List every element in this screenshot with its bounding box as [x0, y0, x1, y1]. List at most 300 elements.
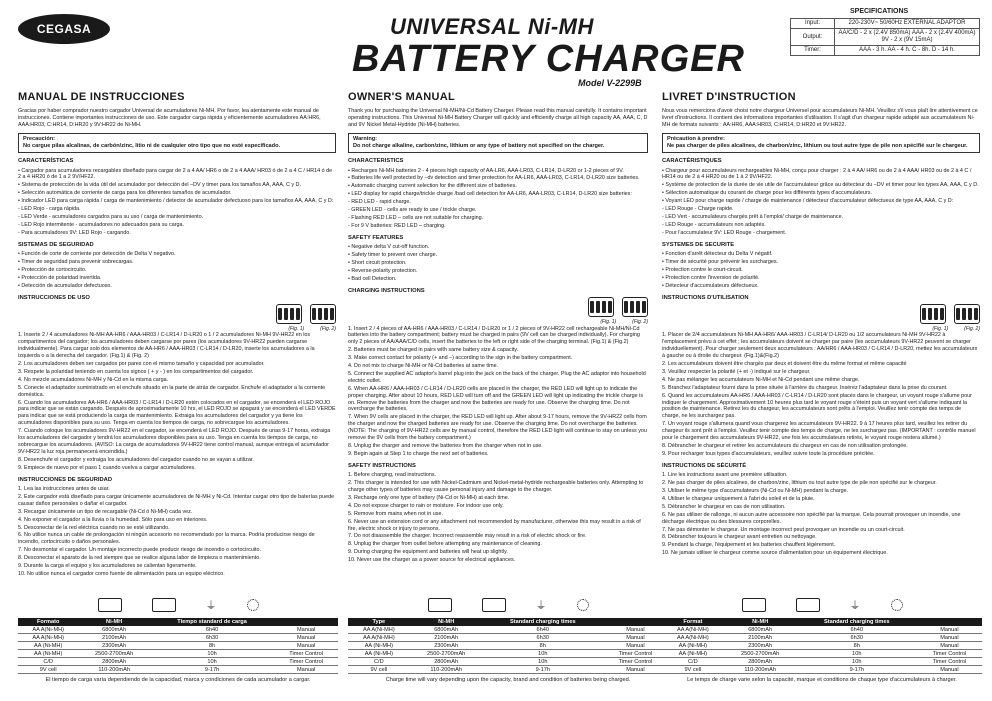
warning-title: Precaución: — [23, 135, 56, 142]
instruction-line: • Protection contre le court-circuit. — [662, 266, 743, 273]
instruction-line: 7. When 9V cells are placed in the charger, the RED LED will light up. After about 9-17 hours, remove the 9V-HR22 cells from the charger and now the charged batteries are ready for use. Observe the charging time. Do not overcharge the batteries. (NOTE: The charging of 9V-HR22 cells are by manual control, therefore the RED LED light will continue to stay on unless you remove the 9V cells from the battery compartment.) — [348, 414, 647, 442]
figure-label: (Fig. 2) — [964, 326, 980, 333]
instruction-line: • Recharges Ni-MH batteries 2 - 4 pieces high capacity of AA-LR6, AAA-LR03, C-LR14, D-LR20 or 1-2 pieces of 9V. — [348, 167, 624, 174]
battery-cell-icon — [278, 308, 282, 320]
plug-icon: ⏚ — [205, 600, 217, 612]
table-cell: Timer Control — [603, 650, 668, 658]
specs-value: AAA - 3 h. AA - 4 h. C - 8h. D - 14 h. — [835, 45, 980, 55]
table-header-row — [18, 618, 338, 626]
subsection-heading: SYSTEMES DE SECURITE — [662, 241, 735, 248]
instruction-line: 8. Desconectar el aparato de la red siempre que se realice alguna labor de limpieza o mantenimiento. — [18, 555, 261, 562]
instruction-line: 5. Branchez l'adaptateur fourni dans la prise située à l'arrière du chargeur. Insérez l'adaptateur dans la prise du courant. — [662, 384, 948, 391]
table-cell: Manual — [603, 642, 668, 650]
table-cell: 110-200mAh — [410, 666, 483, 674]
instruction-line: 7. Do not disassemble the charger. Incorrect reassemble may result in a risk of electric shock or fire. — [348, 533, 587, 540]
instruction-line: 6. When AA-HR6 / AAA-HR03 / C-LR14 / D-LR20 cells are placed in the charger, the RED LED will light up to indicate the proper charging. After about 10 hours, RED LED will turn off and the GREEN LED will light up indicating the trickle charge is on. Remove the batteries from the charger and now the batteries are ready for use. Observe the charging time. Do not overcharge the batteries. — [348, 385, 644, 413]
table-row — [18, 634, 338, 642]
table-cell: Manual — [917, 634, 982, 642]
battery-icon — [276, 304, 302, 324]
instruction-line: 9. Begin again at Step 1 to charge the next set of batteries. — [348, 450, 489, 457]
battery-cell-icon — [636, 301, 640, 313]
table-row — [348, 666, 668, 674]
instruction-line: 7. Un voyant rouge s'allumera quand vous chargerez les accumulateurs 9V-HR22. 9 à 17 heures plus tard, veuillez les retirer du chargeur ils sont prêt à l'emploi. Veuillez tenir compte des temps de charge, ne les surchargez pas. (IMPORTANT : contrôle manuel pour le chargement des accumulateurs 9V-HR22, une fois les accumulateurs retirés, le voyant rouge restera allumé.) — [662, 421, 976, 442]
instruction-line: 4. Utiliser le chargeur uniquement à l'abri du soleil et de la pluie. — [662, 495, 815, 502]
battery-icon — [98, 598, 122, 612]
table-cell: 6h40 — [797, 626, 917, 634]
instruction-line: 3. Make correct contact for polarity (+ and –) according to the sign in the battery compartment. — [348, 355, 573, 362]
column-en — [348, 90, 648, 565]
table-header: Format — [662, 618, 724, 626]
charge-table-fr — [662, 592, 982, 683]
table-cell: 8h — [483, 642, 603, 650]
instruction-line: - For 9 V batteries: RED LED – charging. — [348, 222, 446, 229]
battery-cell-icon — [318, 308, 322, 320]
battery-cell-icon — [642, 301, 646, 313]
table-header — [917, 618, 982, 626]
table-icons — [348, 592, 668, 618]
instruction-line: 6. Ne pas utiliser de rallonge, ni aucun autre accessoire non spécifié par la marque. Cela pourrait provoquer un incendie, une décharge électrique ou des blessures corporelles. — [662, 511, 961, 525]
table-cell: 10h — [797, 650, 917, 658]
table-cell: Timer Control — [917, 658, 982, 666]
battery-cell-icon — [290, 308, 294, 320]
subsection-heading: INSTRUCTIONS DE SÉCURITÉ — [662, 462, 747, 469]
table-cell: 2300mAh — [724, 642, 797, 650]
intro-text: Gracias por haber comprador nuestro cargador Universal de acumuladores Ni-MH. Por favor, lea atentamente este manual de instrucciones. Contiene importantes instrucciones de uso. Este cargador carga rápida y eficientemente acumuladores AA:HR6, AAA:HR03, C:HR14, D:HR20 y 9V:HR22 de Ni-MH. — [18, 108, 321, 128]
table-row — [18, 642, 338, 650]
intro-text: Nous vous remercions d'avoir choisi notre chargeur Universel pour accumulateurs Ni-MH. Veuillez s'il vous plaît lire attentivement ce livret d'instructions. Il contient des informations importantes d'utilisation. Il s'agit d'un chargeur rapide adapté aux accumulateurs Ni-MH de formats suivants : AA:HR6, AAA:HR03, C:HR14, D:HR20 et 9V:HR22. — [662, 108, 978, 128]
table-cell: 110-200mAh — [724, 666, 797, 674]
instruction-line: • Indicador LED para carga rápida / carga de mantenimiento / detector de acumulador defectuoso para los tamaños AA, AAA, C y D: — [18, 198, 334, 205]
table-cell: 6800mAh — [78, 626, 149, 634]
table-cell: 10h — [150, 650, 274, 658]
table-cell: 2300mAh — [78, 642, 149, 650]
clock-icon — [577, 599, 589, 611]
instruction-line: • Protection contre l'inversion de polarité. — [662, 274, 760, 281]
table-note: El tiempo de carga varía dependiendo de la capacidad, marca y condiciones de cada acumulador a cargar. — [45, 677, 311, 683]
instruction-line: - LED Rouge - Charge rapide. — [662, 206, 734, 213]
battery-cell-icon — [940, 308, 944, 320]
specs-title: SPECIFICATIONS — [850, 8, 909, 15]
table-header: Type — [348, 618, 410, 626]
table-header: Tiempo standard de carga — [150, 618, 274, 626]
instruction-line: • Reverse-polarity protection. — [348, 267, 418, 274]
instruction-line: 9. Empiece de nuevo por el paso 1 cuando vuelva a cargar acumuladores. — [18, 464, 196, 471]
battery-cell-icon — [324, 308, 328, 320]
table-row — [662, 666, 982, 674]
instruction-line: 5. Remove from mains when not in use. — [348, 510, 443, 517]
table-cell: 6h40 — [150, 626, 274, 634]
table-cell: Manual — [603, 666, 668, 674]
table-cell: Manual — [274, 642, 338, 650]
instruction-line: • Voyant LED pour charge rapide / charge de maintenance / détecteur d'accumulateur défectueux de type AA, AAA, C y D: — [662, 198, 954, 205]
table-cell: AA A(Ni-MH) — [662, 634, 724, 642]
table-cell: Manual — [274, 634, 338, 642]
battery-cell-icon — [928, 308, 932, 320]
table-header: Ni-MH — [724, 618, 797, 626]
table-cell: Manual — [274, 626, 338, 634]
instruction-line: • Negative delta V cut-off function. — [348, 244, 430, 251]
instruction-line: 10. No utilice nunca el cargador como fuente de alimentación para un equipo eléctrico. — [18, 571, 225, 577]
subsection-heading: CHARGING INSTRUCTIONS — [348, 287, 425, 294]
instruction-line: • LED display for rapid charge/trickle charge /bad cell detection for AA-LR6, AAA-LR03, C-LR14, D-LR20 size batteries: — [348, 191, 632, 198]
instruction-line: • Bad cell Detection. — [348, 275, 397, 282]
brand-name: CEGASA — [36, 22, 92, 36]
battery-icon — [796, 598, 820, 612]
subsection-heading: CHARACTERISTICS — [348, 158, 404, 165]
table-cell: 2500-2700mAh — [724, 650, 797, 658]
battery-icon — [588, 297, 614, 317]
battery-cell-icon — [590, 301, 594, 313]
table-cell: 6h30 — [150, 634, 274, 642]
battery-cell-icon — [934, 308, 938, 320]
instruction-line: 6. Quand les accumulateurs AA-HR6 / AAA-HR03 / C-LR14 / D-LR20 sont placés dans le chargeur, un voyant rouge s'allume pour indiquer le chargement. Approximativement 10 heures plus tard le voyant rouge s'éteint puis un voyant vert s'allume indiquant la position de maintenance. Retirez les du chargeur, les accumulateurs sont prêts à l'emploi. Veuillez tenir compte des temps de charge, ne les surchargez pas. — [662, 392, 972, 420]
column-es — [18, 90, 336, 579]
battery-icon — [428, 598, 452, 612]
intro-text: Thank you for purchasing the Universal Ni-MH/Ni-Cd Battery Charger. Please read this manual carefully. It contains important operating instructions. This Universal Ni-MH Battery Charger will quickly and efficiently charge all high capacity AA, AAA, C, D and 9V Nickel Metal-Hydride (Ni-MH) batteries. — [348, 108, 648, 128]
instruction-line: 5. Débrancher le chargeur en cas de non utilisation. — [662, 503, 786, 510]
instruction-line: 1. Lire les instructions avant une première utilisation. — [662, 472, 788, 479]
instruction-line: • Timer de sécurité pour prévenir les surcharges. — [662, 258, 779, 265]
battery-icon — [152, 598, 176, 612]
table-cell: 6800mAh — [410, 626, 483, 634]
charge-table — [348, 618, 668, 674]
table-header: Ni-MH — [410, 618, 483, 626]
warning-title: Warning: — [353, 135, 378, 142]
battery-icon — [310, 304, 336, 324]
warning-text: Ne pas charger de piles alcalines, de charbon/zinc, lithium ou tout autre type de pile non spécifié sur le chargeur. — [667, 142, 968, 149]
table-cell: 2100mAh — [410, 634, 483, 642]
instruction-line: • Short circuit protection. — [348, 259, 407, 266]
table-cell: AA (Ni-MH) — [18, 642, 78, 650]
charge-table-en — [348, 592, 668, 683]
battery-cell-icon — [624, 301, 628, 313]
specs-row — [791, 45, 980, 55]
plug-icon: ⏚ — [849, 600, 861, 612]
instruction-line: 7. Ne pas démonter le chargeur. Un montage incorrect peut provoquer un incendie ou un court-circuit. — [662, 526, 905, 533]
instruction-line: 5. Desconectar de la red eléctrica cuando no se esté utilizando. — [18, 524, 170, 531]
table-cell: Manual — [917, 666, 982, 674]
table-header — [603, 618, 668, 626]
instruction-line: 9. Pour recharger tous types d'accumulateurs, veuillez suivre toute la procédure précitée. — [662, 450, 875, 457]
table-cell: Timer Control — [917, 650, 982, 658]
subsection-heading: INSTRUCCIONES DE USO — [18, 294, 90, 301]
table-icons — [662, 592, 982, 618]
table-header: Ni-MH — [78, 618, 149, 626]
table-header-row — [662, 618, 982, 626]
battery-cell-icon — [968, 308, 972, 320]
table-cell: 9V cell — [662, 666, 724, 674]
table-cell: 10h — [483, 658, 603, 666]
charge-table — [662, 618, 982, 674]
table-row — [18, 650, 338, 658]
instruction-line: • Fonction d'arrêt détecteur du Delta V négatif. — [662, 251, 773, 258]
battery-cell-icon — [922, 308, 926, 320]
table-row — [348, 642, 668, 650]
table-cell: 10h — [150, 658, 274, 666]
instruction-line: 6. Cuando los acumuladores AA-HR6 / AAA-HR03 / C-LR14 / D-LR20 estén colocados en el cargador, se encenderá el LED ROJO para indicar que se están cargando. Después de aproximadamente 10 hrs, el LED ROJO se apagará y se encenderá el LED VERDE para indicar que se está produciendo la carga de mantenimiento. Extraiga los acumuladores del cargador y ya tiene los acumuladores disponibles para su uso. Tenga en cuenta los tiempos de carga, no sobrecargue los acumuladores. — [18, 399, 336, 427]
table-cell: AA A(Ni-MH) — [348, 634, 410, 642]
instruction-line: - LED Verde - acumuladores cargados para su uso / carga de mantenimiento. — [18, 213, 204, 220]
instruction-line: 1. Insert 2 / 4 pieces of AA-HR6 / AAA-HR03 / C-LR14 / D-LR20 or 1 / 2 pieces of 9V-HR22 cell rechargeable Ni-MH/Ni-Cd batteries into the battery compartment; battery must be charged in pairs (9V cell can be charged individually). For charging only 2 pieces of AA/AAA/C/D cells, insert the batteries to the left or right side of the charging terminal. (Fig.1) & (Fig.2) — [348, 325, 640, 346]
table-cell: Timer Control — [603, 658, 668, 666]
warning-text: No cargue pilas alcalinas, de carbón/zinc, litio ni de cualquier otro tipo que no esté especificado. — [23, 142, 281, 149]
table-row — [348, 634, 668, 642]
instruction-line: 8. Débrancher le chargeur et retirer les accumulateurs du chargeur en cas de non utilisation prolongée. — [662, 443, 908, 449]
table-row — [18, 658, 338, 666]
instruction-line: • Selección automática de corriente de carga para los diferentes tamaños de acumulador. — [18, 190, 232, 197]
table-cell: 9V cell — [18, 666, 78, 674]
table-cell: 6h30 — [483, 634, 603, 642]
table-cell: AA (Ni-MH) — [18, 650, 78, 658]
battery-icon — [742, 598, 766, 612]
subsection-heading: INSTRUCCIONES DE SEGURIDAD — [18, 476, 113, 483]
instruction-line: 3. Veuillez respecter la polarité (+ et -) indiqué sur le chargeur. — [662, 368, 811, 375]
instruction-line: - LED Rouge - accumulateurs non adaptés. — [662, 221, 766, 228]
table-row — [662, 658, 982, 666]
table-row — [662, 626, 982, 634]
table-cell: Manual — [274, 666, 338, 674]
table-cell: 2800mAh — [410, 658, 483, 666]
instruction-line: 6. No utilice nunca un cable de prolongación ni ningún accesorio no recomendado por la marca. Podría producirse riesgo de incendio, cortocircuito o daños personales. — [18, 532, 315, 546]
instruction-line: • Timer de seguridad para prevenir sobrecargas. — [18, 258, 134, 265]
figure-icons — [18, 304, 336, 324]
model-number: Model V-2299B — [578, 78, 642, 88]
instruction-line: 4. Do not mix to charge Ni-MH or Ni-Cd batteries at same time. — [348, 363, 499, 370]
clock-icon — [891, 599, 903, 611]
specs-table — [790, 18, 980, 56]
subsection-heading: CARACTERÍSTICAS — [18, 158, 74, 165]
table-cell: AA (Ni-MH) — [348, 650, 410, 658]
table-row — [18, 666, 338, 674]
table-cell: 2800mAh — [724, 658, 797, 666]
title-line1: UNIVERSAL Ni-MH — [390, 14, 594, 39]
specs-row — [791, 19, 980, 29]
table-cell: 8h — [797, 642, 917, 650]
instruction-line: 10. Ne jamais utiliser le chargeur comme source d'alimentation pour un équipement électrique. — [662, 550, 888, 557]
battery-icon — [954, 304, 980, 324]
table-cell: AA A(Ni-MH) — [348, 626, 410, 634]
specs-value: 220-230V~ 50/60Hz EXTERNAL ADAPTOR — [835, 19, 980, 29]
instruction-line: 7. Cuando coloque los acumuladores 9V-HR22 en el cargador, se encenderá el LED ROJO. Después de unas 9-17 horas, extraiga los acumuladores del cargador y tendrá los acumuladores disponibles para su uso. Tenga en cuenta los tiempos de carga, no sobrecargue los acumuladores. (AVISO: La carga de acumuladores 9V-HR22 tiene control manual, aunque entrega el acumulador 9V-HR22 la luz roja permanecerá encendida.) — [18, 428, 331, 455]
table-cell: 110-200mAh — [78, 666, 149, 674]
instruction-line: • Automatic charging current selection for the different size of batteries. — [348, 183, 517, 190]
table-cell: Manual — [603, 634, 668, 642]
table-cell: 8h — [150, 642, 274, 650]
battery-cell-icon — [974, 308, 978, 320]
instruction-line: 8. Débrancher toujours le chargeur avant entretien ou nettoyage. — [662, 534, 817, 541]
charge-table — [18, 618, 338, 674]
table-cell: 10h — [483, 650, 603, 658]
instruction-line: - Para acumuladores 9V: LED Rojo - cargando. — [18, 229, 131, 236]
table-row — [348, 658, 668, 666]
battery-cell-icon — [608, 301, 612, 313]
table-header: Standard charging times — [483, 618, 603, 626]
instruction-line: • Cargador para acumuladores recargables diseñado para cargar de 2 a 4 AA/ HR6 o de 2 a 4 AAA/ HR03 ó de 2 a 4 C / HR14 ó de 2 a 4 HR20 ó de 1 a 2 9V/HF22. — [18, 167, 333, 181]
table-cell: 2800mAh — [78, 658, 149, 666]
battery-cell-icon — [956, 308, 960, 320]
table-row — [18, 626, 338, 634]
subsection-heading: SAFETY FEATURES — [348, 234, 404, 241]
table-cell: AA (Ni-MH) — [662, 642, 724, 650]
instruction-line: 10. Never use the charger as a power source for electrical appliances. — [348, 557, 516, 564]
instruction-line: 4. No exponer el cargador a la lluvia o la humedad. Sólo para uso en interiores. — [18, 516, 208, 523]
instruction-line: 3. Recargar únicamente un tipo de recargable (Ni-Cd ó Ni-MH) cada vez. — [18, 508, 193, 515]
table-row — [662, 650, 982, 658]
battery-cell-icon — [630, 301, 634, 313]
table-cell: Manual — [603, 626, 668, 634]
battery-cell-icon — [596, 301, 600, 313]
instruction-line: 8. Desenchufe el cargador y extraiga los acumuladores del cargador cuando no se vayan a utilizar. — [18, 456, 254, 463]
subsection-heading: SAFETY INSTRUCTIONS — [348, 462, 416, 469]
table-cell: 9-17h — [150, 666, 274, 674]
section-heading: MANUAL DE INSTRUCCIONES — [18, 91, 185, 103]
table-cell: 10h — [797, 658, 917, 666]
instruction-line: 2. Los acumuladores deben ser cargados por pares con el mismo tamaño y capacidad por acumulador. — [18, 361, 265, 368]
table-cell: 6h30 — [797, 634, 917, 642]
instruction-line: • Batteries life well protected by –dv detection and timer protection for AA-LR6, AAA-LR03, C-LR14, D-LR20 size batteries. — [348, 175, 640, 182]
column-fr — [662, 90, 980, 558]
battery-icon — [482, 598, 506, 612]
instruction-line: 9. Pendant la charge, l'équipement et les batteries chauffent légèrement. — [662, 542, 836, 549]
battery-icon — [920, 304, 946, 324]
instruction-line: - Flashing RED LED – cells are not suitable for charging. — [348, 214, 484, 221]
figure-label: (Fig. 2) — [632, 319, 648, 326]
clock-icon — [247, 599, 259, 611]
table-cell: 2100mAh — [78, 634, 149, 642]
specs-key: Input: — [791, 19, 835, 29]
table-cell: 2500-2700mAh — [410, 650, 483, 658]
instruction-line: 2. Les accumulateurs doivent être chargés par deux et doivent être du même format et même capacité — [662, 361, 907, 368]
table-cell: Manual — [917, 642, 982, 650]
instruction-line: 5. Conecte el adaptador suministrado en el enchufe situado en la parte de atrás de cargador. Enchufe el adaptador a la corriente doméstica. — [18, 384, 326, 398]
table-cell: Timer Control — [274, 650, 338, 658]
instruction-line: 5. Connect the supplied AC adaptor's barrel plug into the jack on the back of the charger. Plug the AC adaptor into household electric outlet. — [348, 370, 646, 384]
instruction-line: • Chargeur pour accumulateurs rechargeables Ni-MH, conçu pour charger : 2 à 4 AA/ HR6 ou de 2 à 4 AAA/ HR03 ou de 2 à 4 C / HR14 ou de 2 à 4 HR20 ou de 1 à 2 9V/HF22. — [662, 167, 972, 181]
instruction-line: 2. This charger is intended for use with Nickel-Cadmium and Nickel-metal-hydride rechargeable batteries only. Attempting to charge other types of batteries may cause personal injury and damage to the charger. — [348, 480, 644, 494]
instruction-line: • Sistema de protección de la vida útil del acumulador por detección del –DV y timer para los tamaños AA, AAA, C y D. — [18, 182, 301, 189]
charge-table-es — [18, 592, 338, 683]
table-cell: AA A(Ni-MH) — [18, 634, 78, 642]
figure-label: (Fig. 2) — [320, 326, 336, 333]
table-header: Formato — [18, 618, 78, 626]
instruction-line: 3. Respete la polaridad teniendo en cuenta los signos ( + y - ) en los compartimentos del cargador. — [18, 368, 254, 375]
table-header-row — [348, 618, 668, 626]
instruction-line: • Sélection automatique du courant de charge pour les différents types d'accumulateurs. — [662, 190, 872, 197]
battery-cell-icon — [284, 308, 288, 320]
table-cell: 9-17h — [797, 666, 917, 674]
table-cell: Manual — [917, 626, 982, 634]
table-cell: 6800mAh — [724, 626, 797, 634]
instruction-line: 3. Recharge only one type of battery (Ni-Cd or Ni-MH) at each time. — [348, 494, 510, 501]
table-row — [662, 634, 982, 642]
battery-cell-icon — [330, 308, 334, 320]
table-header: Standard charging times — [797, 618, 917, 626]
instruction-line: 3. Utiliser le même type d'accumulateurs (Ni-Cd ou Ni-MH) pendant la charge. — [662, 488, 849, 495]
section-heading: OWNER'S MANUAL — [348, 91, 456, 103]
instruction-line: 1. Inserte 2 / 4 acumuladores Ni-MH AA-HR6 / AAA-HR03 / C-LR14 / D-LR20 o 1 / 2 acumuladores Ni-MH 9V-HR22 en los compartimentos del cargador; los acumuladores deben cargarse por pares (los acumuladores 9V-HR22 pueden cargarse individualmente). Para cargar solo dos elementos de AA-HR6 / AAA-HR03 / C-LR14 / D-LR20, inserte los acumuladores a la izquierda o a la derecha del cargador. (Fig.1) & (Fig. 2) — [18, 332, 315, 360]
plug-icon: ⏚ — [535, 600, 547, 612]
instruction-line: 9. During charging the equipment and batteries will heat up slightly. — [348, 549, 508, 556]
table-cell: AA A(Ni-MH) — [662, 626, 724, 634]
battery-cell-icon — [296, 308, 300, 320]
instruction-line: - LED Rojo - carga rápida. — [18, 206, 81, 213]
table-header — [274, 618, 338, 626]
brand-logo — [18, 14, 110, 44]
figure-label: (Fig. 1) — [932, 326, 949, 333]
figure-icons — [348, 297, 648, 317]
instruction-line: 2. Ne pas charger de piles alcalines, de charbon/zinc, lithium ou tout autre type de pile non spécifié sur le chargeur. — [662, 480, 937, 487]
table-cell: 9-17h — [483, 666, 603, 674]
instruction-line: • Función de corte de corriente por detección de Delta V negativo. — [18, 251, 176, 258]
table-cell: AA A(Ni-MH) — [18, 626, 78, 634]
table-icons — [18, 592, 338, 618]
title-line2: BATTERY CHARGER — [352, 38, 745, 80]
instruction-line: 9. Durante la carga el equipo y los acumuladores se calientan ligeramente. — [18, 563, 197, 570]
table-cell: C/D — [662, 658, 724, 666]
instruction-line: • Système de protection de la durée de vie utile de l'accumulateur grâce au détecteur du –DV et timer pour les types AA, AAA, C y D. — [662, 182, 979, 189]
instruction-line: 6. Never use an extension cord or any attachment not recommended by manufacturer, otherwise this may result in a risk of fire, electric shock or injury to persons. — [348, 518, 641, 532]
battery-icon — [622, 297, 648, 317]
specs-value: AA/C/D - 2 x (2.4V 850mA) AAA - 2 x (2.4V 400mA) 9V - 2 x (9V 15mA) — [835, 28, 980, 45]
instruction-line: 4. Ne pas mélanger les accumulateurs Ni-MH et Ni-Cd pendant une même charge. — [662, 376, 860, 383]
instruction-line: 1. Lea las instrucciones antes de usar. — [18, 486, 110, 493]
table-cell: Timer Control — [274, 658, 338, 666]
battery-cell-icon — [962, 308, 966, 320]
table-cell: C/D — [348, 658, 410, 666]
instruction-line: • Détecteur d'accumulateurs défectueux. — [662, 282, 759, 289]
instruction-line: - GREEN LED - cells are ready to use / trickle charge. — [348, 207, 477, 214]
instruction-line: 1. Before charging, read instructions. — [348, 472, 437, 479]
battery-cell-icon — [602, 301, 606, 313]
instruction-line: 4. No mezcle acumuladores Ni-MH y Ni-Cd en la misma carga. — [18, 376, 169, 383]
instruction-line: 8. Unplug the charger and remove the batteries from the charger when not in use. — [348, 443, 543, 449]
instruction-line: 2. Batteries must be charged in pairs with same battery size & capacity. — [348, 347, 519, 354]
table-row — [348, 650, 668, 658]
battery-cell-icon — [312, 308, 316, 320]
specs-row — [791, 28, 980, 45]
warning-box — [348, 133, 648, 153]
figure-label: (Fig. 1) — [288, 326, 305, 333]
table-cell: 9V cell — [348, 666, 410, 674]
specs-key: Output: — [791, 28, 835, 45]
table-cell: AA (Ni-MH) — [348, 642, 410, 650]
table-note: Charge time will vary depending upon the capacity, brand and condition of batteries being charged. — [385, 677, 631, 683]
table-cell: 6h40 — [483, 626, 603, 634]
instruction-line: 1. Placer de 2/4 accumulateurs Ni-MH AA-HR6/ AAA-HR03 / C-LR14/ D-LR20 ou 1/2 accumulateurs Ni-MH 9V-HR22 à l'emplacement prévu à cet effet ; les accumulateurs doivent se charger par paire (les accumulateurs 9V-HR22 peuvent se charger individuellement). Pour charger seulement deux accumulateurs : AA/HR6 / AAA-HR03 / C-LR14 / D-LR20, mettez les accumulateurs à gauche ou à droite du chargeur. (Fig.1)&(Fig.2) — [662, 332, 978, 360]
warning-box — [662, 133, 980, 153]
table-note: Le temps de charge varie selon la capacité, marque et conditions de chaque type d'accumulateurs à charger. — [687, 677, 957, 683]
instruction-line: 7. No desmontar el cargador. Un montaje incorrecto puede producir riesgo de incendio o cortocircuito. — [18, 547, 262, 554]
table-cell: 2500-2700mAh — [78, 650, 149, 658]
table-row — [348, 626, 668, 634]
table-cell: AA (Ni-MH) — [662, 650, 724, 658]
instruction-line: 4. Do not expose charger to rain or moisture. For indoor use only. — [348, 502, 504, 509]
instruction-line: • Protección de polaridad invertida. — [18, 274, 102, 281]
instruction-line: - LED Vert - accumulateurs chargés prêt à l'emploi/ charge de maintenance. — [662, 213, 844, 220]
instruction-line: - Pour l'accumulateur 9V: LED Rouge - chargement. — [662, 229, 787, 236]
instruction-line: • Protección de cortocircuito. — [18, 266, 87, 273]
instruction-line: 2. Este cargador está diseñado para cargar únicamente acumuladores de Ni-MH y Ni-Cd. Intentar cargar otro tipo de baterías puede causar daños personales o dañar el cargador. — [18, 493, 335, 507]
subsection-heading: CARACTÉRISTIQUES — [662, 158, 722, 165]
warning-text: Do not charge alkaline, carbon/zinc, lithium or any type of battery not specified on the charger. — [353, 142, 605, 149]
subsection-heading: SISTEMAS DE SEGURIDAD — [18, 241, 94, 248]
instruction-line: • Safety timer to prevent over charge. — [348, 252, 438, 259]
specs-key: Timer: — [791, 45, 835, 55]
figure-icons — [662, 304, 980, 324]
subsection-heading: INSTRUCTIONS D'UTILISATION — [662, 294, 749, 301]
section-heading: LIVRET D'INSTRUCTION — [662, 91, 796, 103]
instruction-line: 8. Unplug the charger from outlet before attempting any maintenance of cleaning. — [348, 541, 542, 548]
